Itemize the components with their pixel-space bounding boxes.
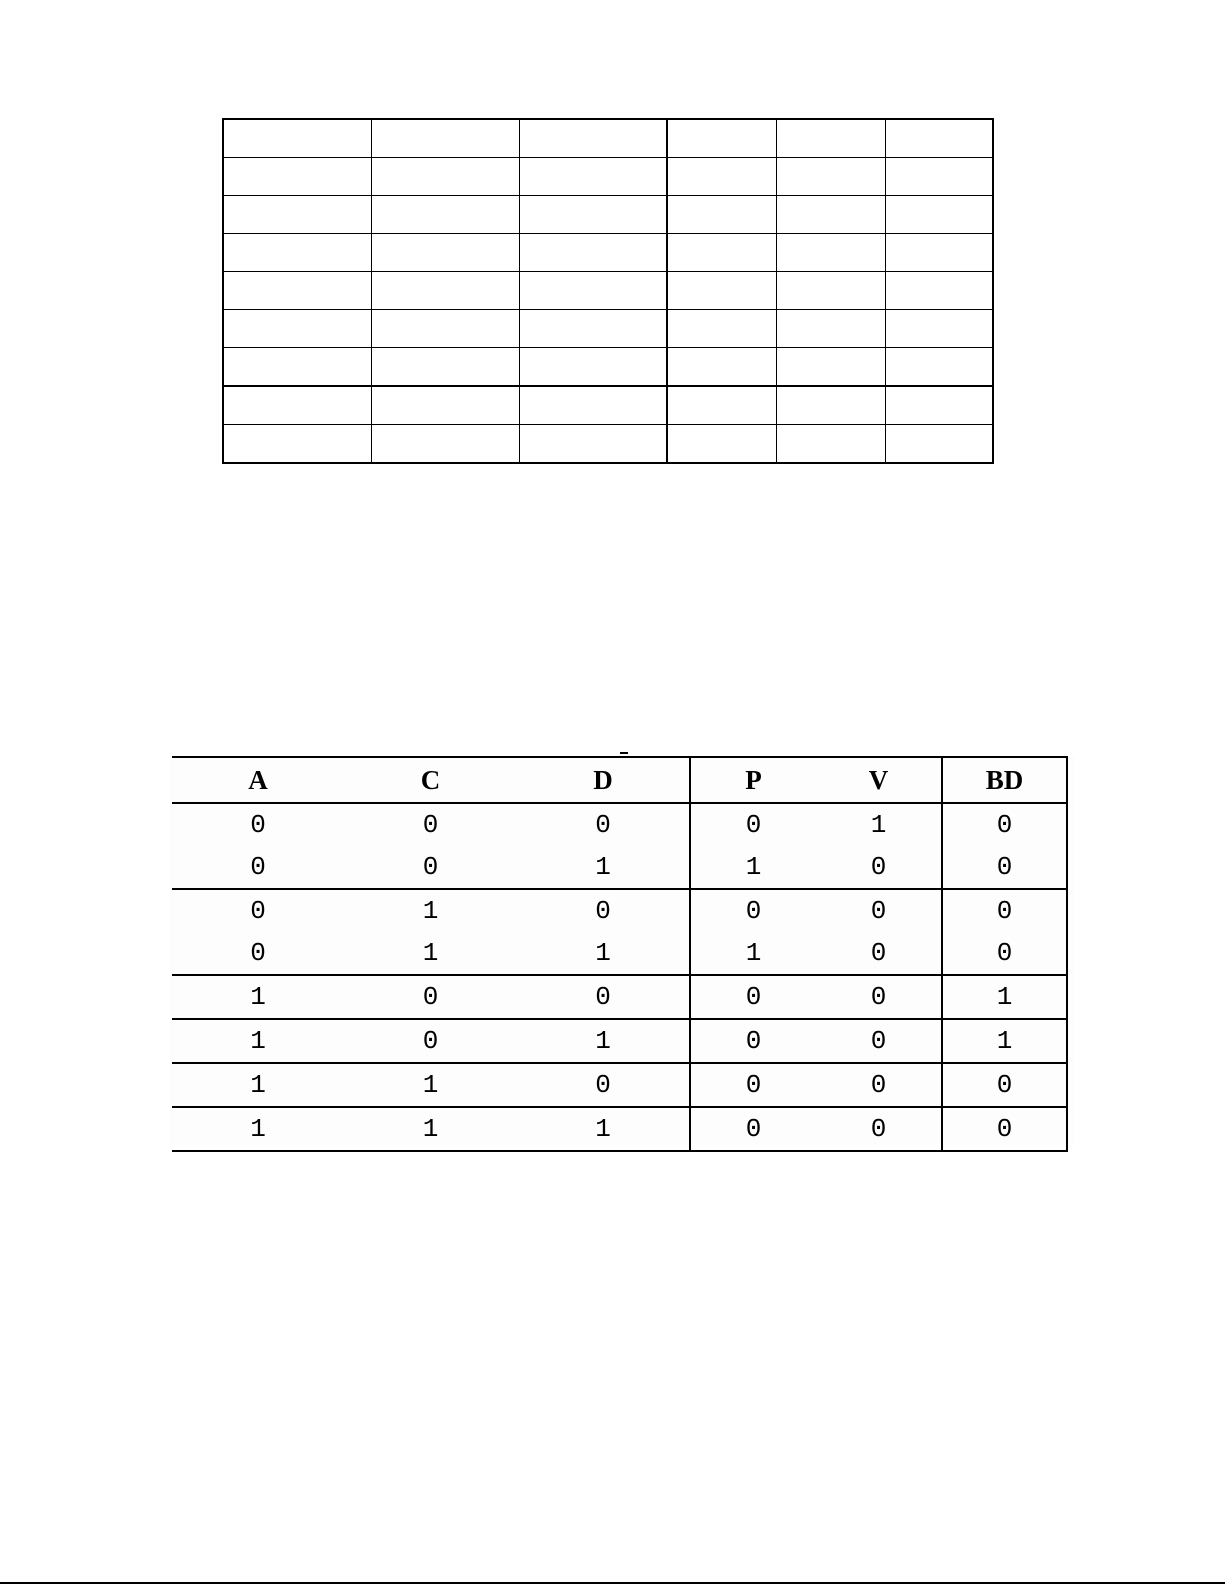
table-row <box>172 975 1067 1019</box>
cell-a: 0 <box>172 846 344 889</box>
empty-cell <box>885 119 993 158</box>
empty-cell <box>519 272 667 310</box>
empty-cell <box>223 425 371 464</box>
empty-cell <box>776 196 885 234</box>
empty-cell <box>519 196 667 234</box>
empty-cell <box>885 386 993 425</box>
cell-v: 0 <box>816 1107 942 1151</box>
cell-v: 0 <box>816 889 942 932</box>
cell-v: 0 <box>816 1019 942 1063</box>
table-row <box>172 932 1067 975</box>
empty-cell <box>776 348 885 387</box>
empty-grid-row <box>223 234 993 272</box>
empty-cell <box>223 158 371 196</box>
table-row <box>172 846 1067 889</box>
empty-cell <box>223 348 371 387</box>
empty-cell <box>371 119 519 158</box>
empty-cell <box>667 196 776 234</box>
cell-d: 0 <box>517 889 690 932</box>
cell-c: 1 <box>422 896 439 926</box>
header-p: P <box>690 757 816 803</box>
empty-grid-row <box>223 119 993 158</box>
cell-d: 0 <box>517 975 690 1019</box>
empty-cell <box>519 310 667 348</box>
cell-p: 0 <box>745 896 762 926</box>
empty-cell <box>371 386 519 425</box>
empty-cell <box>519 119 667 158</box>
empty-cell <box>223 234 371 272</box>
cell-d: 1 <box>517 1107 690 1151</box>
empty-cell <box>667 272 776 310</box>
empty-cell <box>371 234 519 272</box>
cell-a: 0 <box>250 810 266 840</box>
table-row <box>172 803 1067 846</box>
cell-p: 0 <box>690 1107 816 1151</box>
cell-a: 0 <box>250 896 266 926</box>
empty-cell <box>223 196 371 234</box>
empty-grid-row <box>223 386 993 425</box>
cell-d: 1 <box>517 1019 690 1063</box>
empty-cell <box>776 272 885 310</box>
empty-cell <box>371 425 519 464</box>
cell-bd: 0 <box>942 1107 1067 1151</box>
empty-cell <box>776 119 885 158</box>
empty-cell <box>667 348 776 387</box>
cell-bd: 1 <box>942 1019 1067 1063</box>
empty-cell <box>223 310 371 348</box>
empty-grid-row <box>223 348 993 387</box>
empty-cell <box>667 425 776 464</box>
cell-c: 1 <box>344 932 517 975</box>
truth-table-image <box>170 756 1075 1144</box>
table-row <box>172 889 1067 932</box>
empty-cell <box>371 348 519 387</box>
empty-grid-row <box>223 272 993 310</box>
empty-cell <box>519 425 667 464</box>
empty-cell <box>667 234 776 272</box>
cell-v: 0 <box>816 975 942 1019</box>
cell-bd: 0 <box>942 889 1067 932</box>
cell-bd: 0 <box>942 1063 1067 1107</box>
empty-cell <box>776 158 885 196</box>
cell-c: 1 <box>344 1063 517 1107</box>
table-row <box>172 1063 1067 1107</box>
cell-d: 0 <box>517 803 690 846</box>
header-d: D <box>517 757 690 803</box>
cell-a: 1 <box>172 975 344 1019</box>
header-v: V <box>816 757 942 803</box>
empty-cell <box>519 386 667 425</box>
cell-a: 0 <box>172 932 344 975</box>
page-bottom-rule <box>0 1582 1225 1584</box>
cell-bd: 0 <box>942 932 1067 975</box>
empty-cell <box>885 196 993 234</box>
cell-bd: 0 <box>942 803 1067 846</box>
empty-cell <box>371 158 519 196</box>
empty-grid-row <box>223 158 993 196</box>
cell-p: 1 <box>690 846 816 889</box>
empty-cell <box>885 158 993 196</box>
cell-a: 1 <box>172 1063 344 1107</box>
empty-cell <box>371 272 519 310</box>
empty-cell <box>223 272 371 310</box>
cell-c: 0 <box>344 846 517 889</box>
header-a: A <box>172 757 344 803</box>
empty-cell <box>519 348 667 387</box>
cell-v: 0 <box>816 1063 942 1107</box>
empty-grid-row <box>223 196 993 234</box>
cell-p: 0 <box>690 1019 816 1063</box>
empty-cell <box>223 119 371 158</box>
cell-v: 1 <box>816 803 942 846</box>
empty-cell <box>885 310 993 348</box>
truth-table-header-row <box>172 757 1067 803</box>
empty-cell <box>667 310 776 348</box>
cell-c: 0 <box>344 1019 517 1063</box>
empty-cell <box>667 158 776 196</box>
empty-grid-table <box>222 118 994 464</box>
empty-cell <box>776 234 885 272</box>
empty-cell <box>776 310 885 348</box>
header-c: C <box>344 757 517 803</box>
cell-d: 1 <box>517 846 690 889</box>
cell-p: 1 <box>690 932 816 975</box>
cell-c: 0 <box>422 810 439 840</box>
cell-p: 0 <box>745 810 762 840</box>
empty-cell <box>519 158 667 196</box>
empty-cell <box>371 310 519 348</box>
cell-c: 0 <box>344 975 517 1019</box>
cell-bd: 1 <box>942 975 1067 1019</box>
empty-cell <box>667 386 776 425</box>
empty-cell <box>371 196 519 234</box>
cell-p: 0 <box>690 975 816 1019</box>
cell-p: 0 <box>690 1063 816 1107</box>
cell-v: 0 <box>816 846 942 889</box>
empty-grid-row <box>223 425 993 464</box>
empty-cell <box>776 386 885 425</box>
cell-v: 0 <box>816 932 942 975</box>
cell-a: 1 <box>172 1107 344 1151</box>
empty-cell <box>885 272 993 310</box>
truth-table <box>172 756 1068 1152</box>
header-bd: BD <box>942 757 1067 803</box>
empty-cell <box>667 119 776 158</box>
empty-cell <box>885 348 993 387</box>
empty-cell <box>885 425 993 464</box>
empty-cell <box>223 386 371 425</box>
cell-d: 0 <box>517 1063 690 1107</box>
table-row <box>172 1107 1067 1151</box>
cell-d: 1 <box>517 932 690 975</box>
empty-cell <box>885 234 993 272</box>
empty-grid-row <box>223 310 993 348</box>
cell-c: 1 <box>344 1107 517 1151</box>
empty-cell <box>519 234 667 272</box>
table-row <box>172 1019 1067 1063</box>
cell-bd: 0 <box>942 846 1067 889</box>
empty-cell <box>776 425 885 464</box>
cell-a: 1 <box>172 1019 344 1063</box>
